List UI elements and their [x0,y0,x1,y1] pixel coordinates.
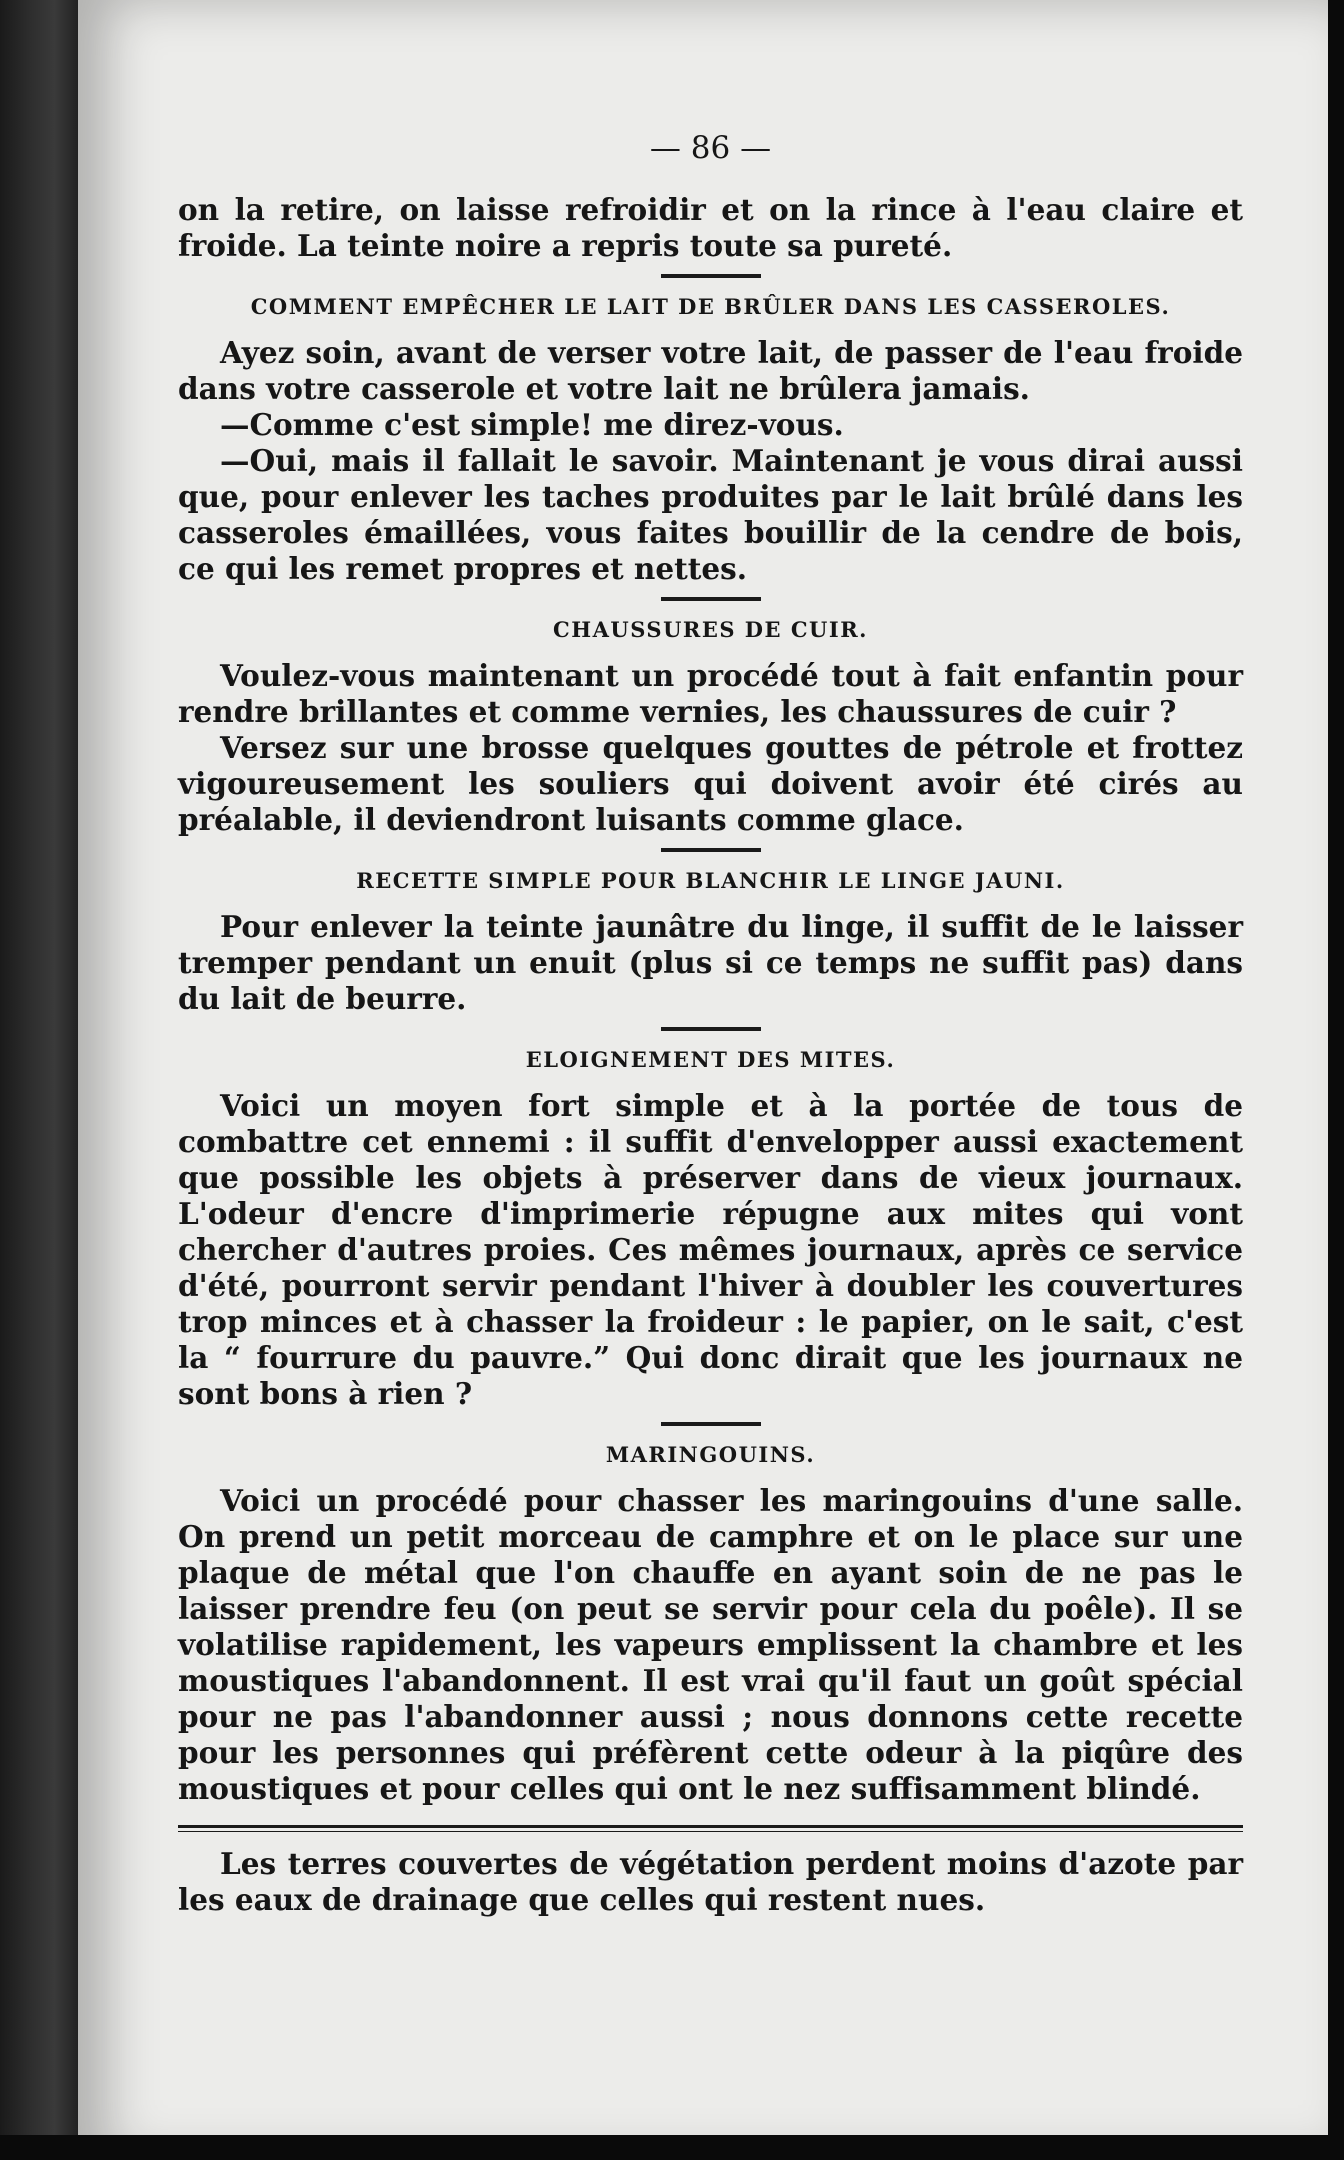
page-content [178,130,1243,1918]
book-binding [0,0,78,2160]
paragraph: —Oui, mais il fallait le savoir. Maintenant je vous dirai aussi que, pour enlever les taches produites par le lait brûlé dans les casseroles émaillées, vous faites bouillir de la cendre de bois, ce qui les remet propres et nettes. [178,443,1243,586]
section-heading-chaussures: CHAUSSURES DE CUIR. [553,617,868,642]
section-heading-lait: COMMENT EMPÊCHER LE LAIT DE BRÛLER DANS LES CASSEROLES. [250,294,1171,319]
page-number: — 86 — [649,130,772,166]
paragraph: Voulez-vous maintenant un procédé tout à fait enfantin pour rendre brillantes et comme vernies, les chaussures de cuir ? [178,658,1243,729]
section-heading-mites: ELOIGNEMENT DES MITES. [525,1047,896,1072]
paragraph: Voici un moyen fort simple et à la portée de tous de combattre cet ennemi : il suffit d'envelopper aussi exactement que possible les objets à préserver dans de vieux journaux. L'odeur d'encre d'imprimerie répugne aux mites qui vont chercher d'autres proies. Ces mêmes journaux, après ce service d'été, pourront servir pendant l'hiver à doubler les couvertures trop minces et à chasser la froideur : le papier, on le sait, c'est la “ fourrure du pauvre.” Qui donc dirait que les journaux ne sont bons à rien ? [178,1088,1243,1411]
section-divider [661,1027,761,1031]
section-divider [661,597,761,601]
paragraph: —Comme c'est simple! me direz-vous. [220,407,844,442]
paragraph: Ayez soin, avant de verser votre lait, de passer de l'eau froide dans votre casserole et votre lait ne brûlera jamais. [178,335,1243,406]
section-heading-linge: RECETTE SIMPLE POUR BLANCHIR LE LINGE JAUNI. [356,868,1065,893]
intro-paragraph: on la retire, on laisse refroidir et on la rince à l'eau claire et froide. La teinte noire a repris toute sa pureté. [178,192,1243,263]
section-divider [661,274,761,278]
paragraph: Voici un procédé pour chasser les maringouins d'une salle. On prend un petit morceau de camphre et on le place sur une plaque de métal que l'on chauffe en ayant soin de ne pas le laisser prendre feu (on peut se servir pour cela du poêle). Il se volatilise rapidement, les vapeurs emplissent la chambre et les moustiques l'abandonnent. Il est vrai qu'il faut un goût spécial pour ne pas l'abandonner aussi ; nous donnons cette recette pour les personnes qui préfèrent cette odeur à la piqûre des moustiques et pour celles qui ont le nez suffisamment blindé. [178,1483,1243,1806]
section-heading-maringouins: MARINGOUINS. [605,1442,816,1467]
paragraph: Versez sur une brosse quelques gouttes de pétrole et frottez vigoureusement les souliers qui doivent avoir été cirés au préalable, il deviendront luisants comme glace. [178,730,1243,837]
section-divider [661,848,761,852]
section-divider [661,1422,761,1426]
scan-border [0,2135,1344,2160]
paragraph: Pour enlever la teinte jaunâtre du linge, il suffit de le laisser tremper pendant un enuit (plus si ce temps ne suffit pas) dans du lait de beurre. [178,909,1243,1016]
footnote-divider [178,1825,1243,1832]
book-page [78,0,1328,2160]
footnote: Les terres couvertes de végétation perdent moins d'azote par les eaux de drainage que celles qui restent nues. [178,1846,1243,1917]
